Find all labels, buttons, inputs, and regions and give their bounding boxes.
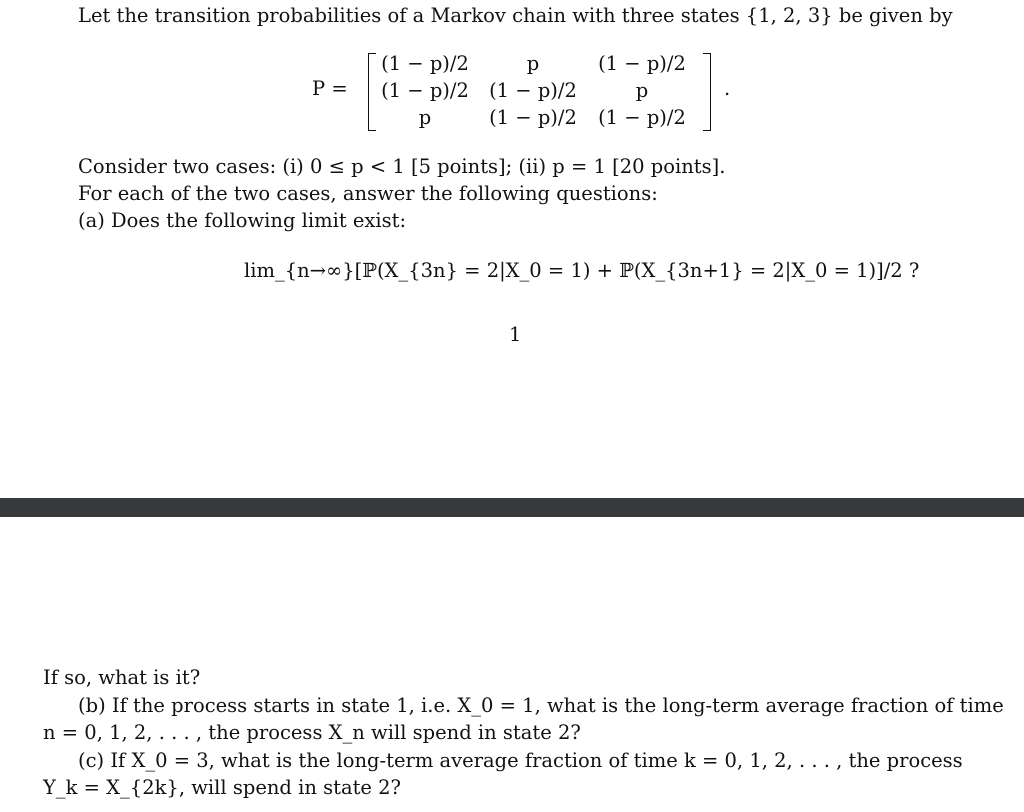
question-a: (a) Does the following limit exist: <box>78 209 407 232</box>
matrix-cell: (1 − p)/2 <box>381 79 469 102</box>
question-b-line-1: (b) If the process starts in state 1, i.e. X_0 = 1, what is the long-term average fraction of time <box>78 694 1004 717</box>
matrix-label: P = <box>312 77 348 100</box>
question-c-line-1: (c) If X_0 = 3, what is the long-term average fraction of time k = 0, 1, 2, . . . , the process <box>78 749 963 772</box>
matrix-cell: (1 − p)/2 <box>598 52 686 75</box>
question-c-line-2: Y_k = X_{2k}, will spend in state 2? <box>43 776 402 799</box>
cases-text: Consider two cases: (i) 0 ≤ p < 1 [5 points]; (ii) p = 1 [20 points]. <box>78 155 726 178</box>
page-separator <box>0 498 1024 517</box>
if-so-text: If so, what is it? <box>43 666 201 689</box>
matrix-period: . <box>724 77 731 100</box>
page-number: 1 <box>509 323 522 346</box>
limit-expression: lim_{n→∞}[ℙ(X_{3n} = 2|X_0 = 1) + ℙ(X_{3n+1} = 2|X_0 = 1)]/2 ? <box>244 259 920 282</box>
right-bracket <box>703 53 711 131</box>
matrix-cell: (1 − p)/2 <box>489 79 577 102</box>
page-2 <box>0 517 1024 812</box>
question-b-line-2: n = 0, 1, 2, . . . , the process X_n will spend in state 2? <box>43 721 581 744</box>
matrix-cell: p <box>635 79 649 102</box>
instructions-text: For each of the two cases, answer the following questions: <box>78 182 658 205</box>
matrix-cell: (1 − p)/2 <box>489 106 577 129</box>
matrix-cell: (1 − p)/2 <box>381 52 469 75</box>
matrix-cell: (1 − p)/2 <box>598 106 686 129</box>
intro-text: Let the transition probabilities of a Markov chain with three states {1, 2, 3} be given by <box>78 4 953 27</box>
matrix-cell: p <box>526 52 540 75</box>
matrix-cell: p <box>418 106 432 129</box>
